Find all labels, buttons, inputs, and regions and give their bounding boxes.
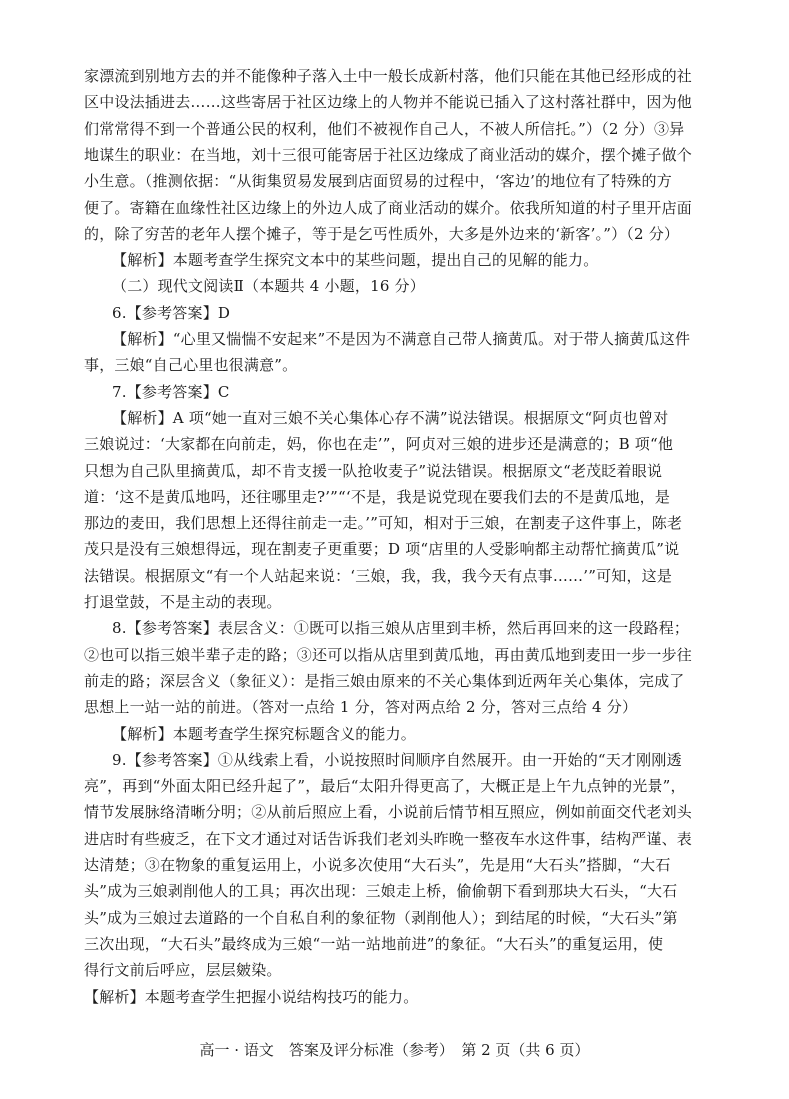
text-line: 亮”，再到“外面太阳已经升起了”，最后“太阳升得更高了，大概正是上午九点钟的光景”，	[84, 777, 686, 796]
text-line: 们常常得不到一个普通公民的权利，他们不被视作自己人，不被人所信托。”）（2 分）③异	[84, 119, 685, 138]
answer-heading: 6.【参考答案】D	[112, 303, 231, 322]
text-line: 头”成为三娘过去道路的一个自私自利的象征物（剥削他人）；到结尾的时候，“大石头”第	[84, 908, 678, 927]
text-line: 头”成为三娘剥削他人的工具；再次出现：三娘走上桥，偷偷朝下看到那块大石头，“大石	[84, 882, 678, 901]
text-line: 道：‘这不是黄瓜地吗，还往哪里走?’”“‘不是，我是说党现在要我们去的不是黄瓜地，是	[84, 487, 671, 506]
analysis-line: 【解析】本题考查学生把握小说结构技巧的能力。	[84, 987, 419, 1006]
text-line: 小生意。（推测依据：“从街集贸易发展到店面贸易的过程中，‘客边’的地位有了特殊的方	[84, 172, 672, 191]
text-line: 三次出现，“大石头”最终成为三娘“一站一站地前进”的象征。“大石头”的重复运用，使	[84, 934, 664, 953]
text-line: ②也可以指三娘半辈子走的路；③还可以指从店里到黄瓜地，再由黄瓜地到麦田一步一步往	[84, 645, 693, 664]
text-line: 茂只是没有三娘想得远，现在割麦子更重要；D 项“店里的人受影响都主动帮忙摘黄瓜”说	[84, 540, 680, 559]
text-line: 法错误。根据原文“有一个人站起来说：‘三娘，我，我，我今天有点事……’”可知，这是	[84, 566, 673, 585]
text-line: 打退堂鼓，不是主动的表现。	[84, 593, 282, 611]
answer-heading: 9.【参考答案】①从线索上看，小说按照时间顺序自然展开。由一开始的“天才刚刚透	[112, 750, 682, 769]
analysis-line: 【解析】A 项“她一直对三娘不关心集体心存不满”说法错误。根据原文“阿贞也曾对	[112, 408, 669, 427]
text-line: 那边的麦田，我们思想上还得往前走一走。’”可知，相对于三娘，在割麦子这件事上，陈老	[84, 514, 683, 533]
text-line: 达清楚；③在物象的重复运用上，小说多次使用“大石头”，先是用“大石头”搭脚，“大石	[84, 856, 671, 874]
text-line: 事，三娘“自己心里也很满意”。	[84, 356, 298, 375]
text-line: 思想上一站一站的前进。（答对一点给 1 分，答对两点给 2 分，答对三点给 4 分）	[84, 698, 638, 717]
text-line: 的，除了穷苦的老年人摆个摊子，等于是乞丐性质外，大多是外边来的‘新客’。”）（2 分）	[84, 224, 680, 243]
answer-heading: 8.【参考答案】表层含义：①既可以指三娘从店里到丰桥，然后再回来的这一段路程；	[112, 619, 690, 638]
analysis-line: 【解析】本题考查学生探究标题含义的能力。	[112, 724, 417, 743]
answer-heading: 7.【参考答案】C	[112, 382, 230, 401]
page-footer: 高一 · 语文 答案及评分标准（参考） 第 2 页（共 6 页）	[199, 1041, 590, 1059]
text-line: 得行文前后呼应，层层皴染。	[84, 961, 282, 980]
text-line: 区中设法插进去……这些寄居于社区边缘上的人物并不能说已插入了这村落社群中，因为他	[84, 93, 693, 112]
text-line: 进店时有些疲乏，在下文才通过对话告诉我们老刘头昨晚一整夜车水这件事，结构严谨、表	[84, 829, 693, 848]
section-heading: （二）现代文阅读Ⅱ（本题共 4 小题，16 分）	[112, 277, 425, 296]
analysis-line: 【解析】本题考查学生探究文本中的某些问题，提出自己的见解的能力。	[112, 251, 599, 270]
text-line: 便了。寄籍在血缘性社区边缘上的外边人成了商业活动的媒介。依我所知道的村子里开店面	[84, 198, 693, 217]
text-line: 地谋生的职业：在当地，刘十三很可能寄居于社区边缘成了商业活动的媒介，摆个摊子做个	[84, 145, 693, 164]
analysis-line: 【解析】“心里又惴惴不安起来”不是因为不满意自己带人摘黄瓜。对于带人摘黄瓜这件	[112, 330, 691, 348]
text-line: 三娘说过：‘大家都在向前走，妈，你也在走’”，阿贞对三娘的进步还是满意的；B 项“他	[84, 435, 674, 454]
text-line: 只想为自己队里摘黄瓜，却不肯支援一队抢收麦子”说法错误。根据原文“老茂眨着眼说	[84, 461, 663, 480]
text-line: 前走的路；深层含义（象征义）：是指三娘由原来的不关心集体到近两年关心集体，完成了	[84, 671, 685, 690]
text-line: 情节发展脉络清晰分明；②从前后照应上看，小说前后情节相互照应，例如前面交代老刘头	[84, 803, 693, 822]
text-line: 家漂流到别地方去的并不能像种子落入土中一般长成新村落，他们只能在其他已经形成的社	[84, 67, 693, 85]
